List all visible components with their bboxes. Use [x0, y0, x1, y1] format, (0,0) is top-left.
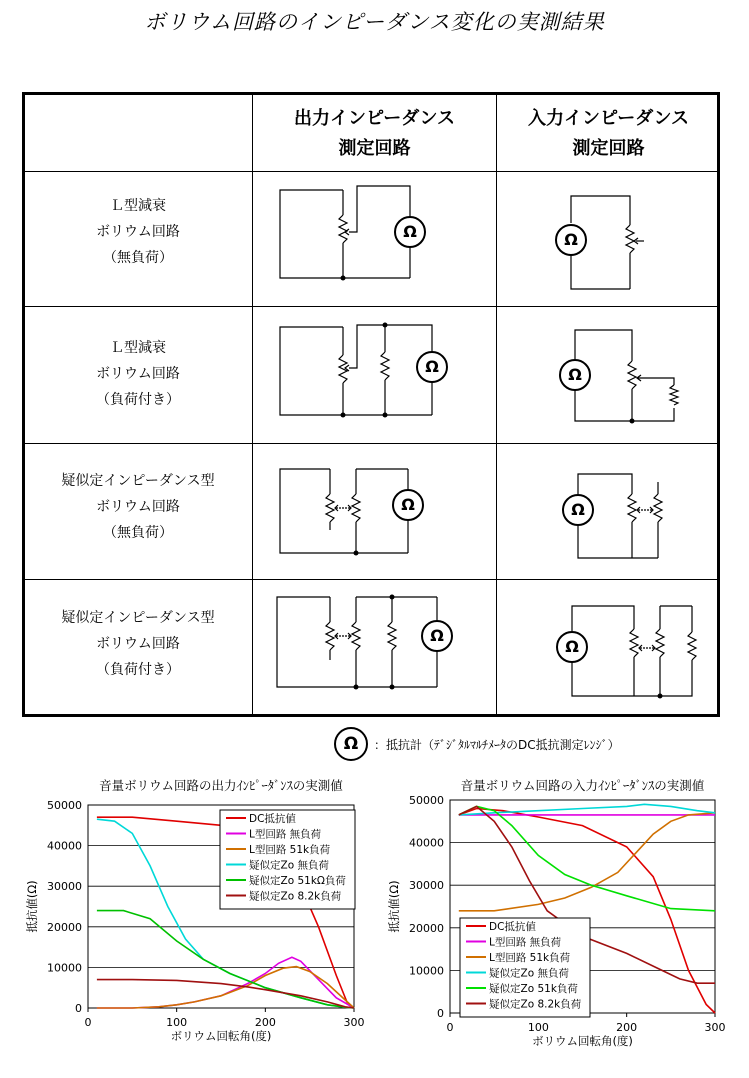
ohmmeter-note [334, 726, 620, 762]
ohmmeter-symbol: Ω [430, 626, 444, 645]
header-line: 測定回路 [572, 138, 645, 159]
ohmmeter-symbol: Ω [565, 637, 579, 656]
page-title: ボリウム回路のインピーダンス変化の実測結果 [144, 10, 605, 34]
input-impedance-chart [372, 770, 749, 1070]
x-tick-label: 0 [84, 1016, 92, 1029]
y-tick-label: 20000 [47, 920, 82, 934]
legend-label: DC抵抗値 [249, 813, 296, 825]
chart-title: 音量ボリウム回路の入力ｲﾝﾋﾟｰﾀﾞﾝｽの実測値 [460, 778, 705, 793]
row-label-line: ボリウム回路 [96, 224, 180, 240]
row-label-line: ボリウム回路 [96, 499, 180, 515]
legend-label: L型回路 無負荷 [249, 828, 322, 841]
y-axis-label: 抵抗値(Ω) [387, 880, 401, 933]
y-tick-label: 50000 [47, 799, 82, 812]
x-tick-label: 200 [616, 1021, 638, 1034]
row-label-line: 疑似定インピーダンス型 [61, 473, 215, 489]
ohmmeter-symbol: Ω [401, 495, 415, 514]
legend-label: L型回路 51k負荷 [489, 952, 571, 964]
x-axis-label: ボリウム回転角(度) [532, 1034, 633, 1048]
ohmmeter-symbol: Ω [564, 230, 578, 249]
circuit-output-pseudo-loaded [277, 595, 452, 690]
ohmmeter-note-text: ：抵抗計（ﾃﾞｼﾞﾀﾙﾏﾙﾁﾒｰﾀのDC抵抗測定ﾚﾝｼﾞ） [374, 737, 620, 752]
row-label-line: ボリウム回路 [96, 366, 180, 382]
row-label-line: （負荷付き） [96, 392, 180, 408]
ohmmeter-symbol: Ω [568, 365, 582, 384]
row-label-line: （負荷付き） [96, 662, 180, 678]
y-tick-label: 50000 [409, 794, 444, 807]
y-tick-label: 40000 [409, 836, 444, 850]
header-line: 測定回路 [338, 138, 411, 159]
y-tick-label: 10000 [47, 961, 82, 975]
legend-label: 疑似定Zo 8.2k負荷 [249, 890, 342, 903]
y-tick-label: 30000 [409, 879, 444, 893]
ohmmeter-symbol: Ω [403, 222, 417, 241]
row-label-line: 疑似定インピーダンス型 [61, 610, 215, 626]
legend-label: 疑似定Zo 無負荷 [489, 967, 569, 980]
x-tick-label: 300 [343, 1016, 365, 1029]
chart-title: 音量ボリウム回路の出力ｲﾝﾋﾟｰﾀﾞﾝｽの実測値 [99, 778, 343, 793]
legend-label: 疑似定Zo 51kΩ負荷 [249, 875, 346, 887]
y-axis-label: 抵抗値(Ω) [25, 880, 39, 933]
row-label-line: （無負荷） [103, 525, 173, 541]
row-label-line: Ｌ型減衰 [110, 198, 166, 214]
ohmmeter-symbol: Ω [425, 357, 439, 376]
x-tick-label: 100 [166, 1016, 188, 1029]
x-axis-label: ボリウム回転角(度) [170, 1029, 272, 1043]
legend-label: 疑似定Zo 8.2k負荷 [489, 998, 582, 1011]
y-tick-label: 20000 [409, 921, 444, 935]
header-line: 入力インピーダンス [528, 108, 689, 129]
legend-label: 疑似定Zo 51k負荷 [489, 983, 578, 995]
row-label-line: （無負荷） [103, 250, 173, 266]
ohmmeter-icon: Ω [334, 727, 368, 761]
legend-label: L型回路 無負荷 [489, 936, 562, 949]
y-tick-label: 0 [437, 1007, 444, 1020]
output-impedance-chart [0, 770, 372, 1070]
y-tick-label: 40000 [47, 839, 82, 853]
x-tick-label: 300 [704, 1021, 726, 1034]
legend-label: DC抵抗値 [489, 921, 536, 933]
y-tick-label: 30000 [47, 880, 82, 894]
ohmmeter-symbol: Ω [571, 500, 585, 519]
y-tick-label: 0 [75, 1002, 82, 1015]
header-line: 出力インピーダンス [294, 108, 455, 129]
x-tick-label: 0 [446, 1021, 454, 1034]
series-line [459, 806, 715, 910]
row-label-line: Ｌ型減衰 [110, 340, 166, 356]
y-tick-label: 10000 [409, 964, 444, 978]
series-line [97, 957, 354, 1008]
legend-label: 疑似定Zo 無負荷 [249, 859, 329, 872]
legend-label: L型回路 51k負荷 [249, 844, 331, 856]
x-tick-label: 100 [527, 1021, 549, 1034]
row-label-line: ボリウム回路 [96, 636, 180, 652]
x-tick-label: 200 [254, 1016, 276, 1029]
